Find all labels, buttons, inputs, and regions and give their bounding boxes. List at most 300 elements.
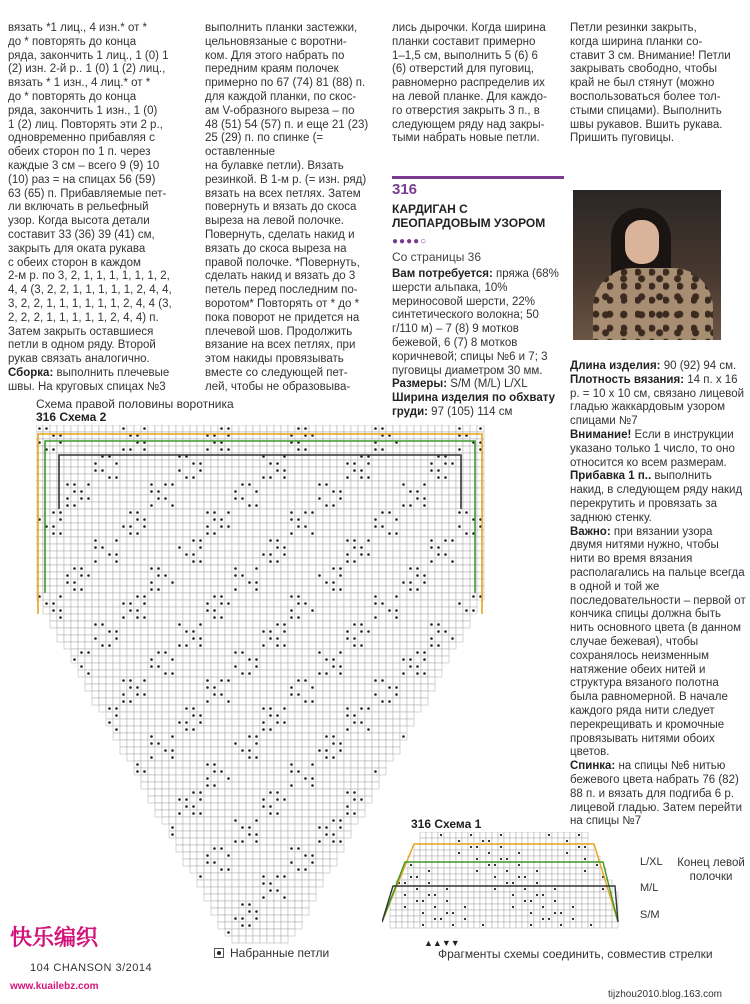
scheme1-cell [450,856,456,862]
scheme1-cell [480,880,486,886]
chart-cell [246,845,253,852]
chart-dot [360,469,363,472]
chart-cell [253,845,260,852]
chart-cell [127,481,134,488]
chart-cell [428,614,435,621]
chart-cell [477,558,484,565]
chart-cell [113,481,120,488]
chart-cell [316,516,323,523]
scheme1-cell [516,868,522,874]
chart-cell [190,572,197,579]
chart-cell [253,530,260,537]
chart-cell [337,768,344,775]
chart-cell [365,649,372,656]
chart-cell [358,775,365,782]
scheme1-dot [446,912,448,914]
scheme1-cell [414,850,420,856]
chart-cell [456,530,463,537]
chart-dot [374,427,377,430]
chart-cell [239,831,246,838]
chart-cell [36,509,43,516]
chart-cell [197,579,204,586]
chart-cell [169,761,176,768]
chart-cell [330,621,337,628]
chart-cell [400,628,407,635]
chart-cell [190,495,197,502]
chart-cell [267,719,274,726]
chart-dot [255,581,258,584]
chart-cell [106,649,113,656]
scheme1-dot [428,882,430,884]
chart-cell [71,530,78,537]
chart-cell [372,712,379,719]
chart-cell [148,691,155,698]
chart-cell [64,593,71,600]
scheme1-cell [438,910,444,916]
chart-cell [176,502,183,509]
scheme1-dot [500,846,502,848]
scheme1-dot [506,858,508,860]
chart-cell [386,516,393,523]
chart-cell [281,481,288,488]
chart-cell [274,663,281,670]
chart-cell [351,502,358,509]
chart-cell [92,432,99,439]
chart-dot [269,553,272,556]
chart-cell [316,460,323,467]
chart-cell [260,831,267,838]
chart-cell [456,537,463,544]
chart-cell [260,495,267,502]
chart-dot [346,707,349,710]
chart-cell [246,817,253,824]
chart-dot [213,616,216,619]
scheme1-cell [594,892,600,898]
chart-cell [246,628,253,635]
chart-cell [183,775,190,782]
chart-cell [351,817,358,824]
chart-cell [246,880,253,887]
chart-dot [269,630,272,633]
chart-cell [386,635,393,642]
chart-cell [288,887,295,894]
chart-cell [190,831,197,838]
chart-cell [162,446,169,453]
chart-cell [218,887,225,894]
chart-cell [50,544,57,551]
chart-cell [197,551,204,558]
scheme1-cell [528,856,534,862]
chart-cell [302,670,309,677]
chart-cell [218,481,225,488]
chart-cell [281,775,288,782]
chart-dot [332,840,335,843]
chart-cell [281,691,288,698]
chart-cell [442,467,449,474]
chart-cell [162,817,169,824]
chart-cell [120,551,127,558]
chart-cell [43,495,50,502]
chart-cell [386,523,393,530]
chart-cell [358,481,365,488]
chart-cell [274,502,281,509]
chart-cell [267,817,274,824]
chart-dot [122,525,125,528]
chart-cell [176,789,183,796]
chart-cell [435,509,442,516]
chart-cell [190,425,197,432]
chart-dot [178,469,181,472]
chart-cell [246,789,253,796]
chart-cell [148,530,155,537]
chart-dot [199,798,202,801]
scheme1-dot [404,894,406,896]
chart-dot [353,546,356,549]
chart-cell [232,446,239,453]
chart-cell [309,866,316,873]
scheme1-cell [546,886,552,892]
scheme1-cell [558,862,564,868]
chart-dot [255,910,258,913]
chart-cell [225,887,232,894]
scheme1-cell [396,898,402,904]
chart-dot [185,721,188,724]
chart-cell [239,908,246,915]
chart-cell [204,537,211,544]
chart-cell [246,873,253,880]
chart-dot [276,462,279,465]
increase-text: выполнить накид, в следующем ряду накид перекрутить и провязать за заднюю стенку. [570,470,743,524]
chart-cell [99,607,106,614]
chart-cell [316,446,323,453]
chart-dot [150,756,153,759]
chart-dot [248,924,251,927]
chart-dot [171,735,174,738]
chart-cell [127,614,134,621]
scheme1-cell [564,898,570,904]
chart-cell [407,705,414,712]
scheme1-cell [570,892,576,898]
chart-cell [78,432,85,439]
chart-cell [99,656,106,663]
chart-cell [50,579,57,586]
chart-cell [281,733,288,740]
chart-cell [92,684,99,691]
chart-cell [344,684,351,691]
chart-cell [134,488,141,495]
chart-cell [43,551,50,558]
chart-cell [64,488,71,495]
chart-cell [449,642,456,649]
chart-cell [141,761,148,768]
chart-cell [295,831,302,838]
chart-cell [386,439,393,446]
chart-cell [295,894,302,901]
chart-cell [57,635,64,642]
back-paragraph [570,760,746,829]
col3-line: следующем ряду над закры- [392,118,545,131]
scheme1-cell [450,898,456,904]
scheme1-cell [516,898,522,904]
chart-cell [407,677,414,684]
chart-cell [330,712,337,719]
chart-dot [192,476,195,479]
chart-cell [57,481,64,488]
chart-dot [94,560,97,563]
scheme1-cell [408,898,414,904]
chart-dot [73,483,76,486]
chart-cell [379,761,386,768]
scheme1-cell [540,880,546,886]
chart-dot [388,532,391,535]
scheme1-cell [486,832,492,838]
chart-cell [449,481,456,488]
chart-cell [113,593,120,600]
chart-dot [59,532,62,535]
chart-cell [421,425,428,432]
chart-cell [246,852,253,859]
chart-dot [423,581,426,584]
chart-dot [227,777,230,780]
chart-cell [155,635,162,642]
chart-cell [50,460,57,467]
chart-cell [183,446,190,453]
chart-cell [365,572,372,579]
scheme1-cell [546,856,552,862]
scheme1-cell [432,832,438,838]
chart-cell [260,593,267,600]
chart-cell [414,446,421,453]
chart-cell [442,558,449,565]
chart-cell [57,502,64,509]
scheme1-cell [468,886,474,892]
chart-cell [274,474,281,481]
chart-dot [199,469,202,472]
chart-cell [36,586,43,593]
chart-cell [162,425,169,432]
chart-cell [316,656,323,663]
chart-dot [423,574,426,577]
scheme1-cell [528,886,534,892]
chart-cell [197,880,204,887]
chart-cell [407,698,414,705]
chart-cell [253,544,260,551]
scheme1-cell [390,910,396,916]
chart-cell [176,565,183,572]
chart-cell [274,607,281,614]
chart-cell [246,810,253,817]
scheme1-cell [420,916,426,922]
chart-cell [281,929,288,936]
chart-cell [267,831,274,838]
scheme1-cell [564,862,570,868]
scheme1-cell [528,850,534,856]
chart-cell [64,607,71,614]
chart-cell [92,607,99,614]
chart-cell [449,530,456,537]
size-label-ml: M/L [640,882,659,894]
chart-cell [57,544,64,551]
chart-cell [120,453,127,460]
chart-cell [428,439,435,446]
chart-cell [309,467,316,474]
scheme1-cell [456,880,462,886]
chart-cell [442,656,449,663]
scheme1-cell [402,898,408,904]
chart-cell [211,460,218,467]
chart-cell [225,621,232,628]
chart-cell [85,558,92,565]
chart-dot [157,497,160,500]
chart-cell [309,677,316,684]
chart-cell [43,502,50,509]
chart-cell [225,915,232,922]
chart-cell [176,530,183,537]
chart-cell [253,705,260,712]
scheme1-cell [600,910,606,916]
chart-cell [225,768,232,775]
chart-cell [169,439,176,446]
scheme1-cell [498,898,504,904]
scheme1-cell [546,868,552,874]
chart-cell [456,495,463,502]
chart-cell [400,565,407,572]
chart-cell [190,509,197,516]
scheme1-cell [534,838,540,844]
chart-dot [73,581,76,584]
chart-cell [386,425,393,432]
chart-cell [316,782,323,789]
chart-cell [71,635,78,642]
chart-cell [337,544,344,551]
chart-cell [309,628,316,635]
chart-dot [353,539,356,542]
chart-cell [120,565,127,572]
chart-cell [372,586,379,593]
chart-dot [206,763,209,766]
chart-cell [169,775,176,782]
chart-cell [260,621,267,628]
chart-cell [302,747,309,754]
chart-cell [85,460,92,467]
chart-dot [136,693,139,696]
chart-cell [120,635,127,642]
chart-cell [141,670,148,677]
scheme1-dot [440,834,442,836]
chart-cell [344,600,351,607]
chart-cell [379,719,386,726]
scheme1-cell [522,838,528,844]
chart-dot [339,567,342,570]
chart-cell [330,635,337,642]
sizes-paragraph [392,378,564,392]
scheme1-cell [504,904,510,910]
chart-cell [309,873,316,880]
chart-cell [323,488,330,495]
chart-cell [127,467,134,474]
scheme1-cell [474,874,480,880]
chart-cell [127,628,134,635]
chart-cell [288,544,295,551]
chart-cell [85,432,92,439]
chart-cell [176,705,183,712]
chart-cell [253,453,260,460]
chart-cell [253,467,260,474]
col2-line: ком. Для этого набрать по [205,49,345,62]
chart-cell [211,789,218,796]
chart-cell [190,824,197,831]
scheme1-cell [492,838,498,844]
chart-cell [435,593,442,600]
chart-cell [218,684,225,691]
scheme1-dot [602,888,604,890]
chart-dot [94,462,97,465]
chart-cell [78,530,85,537]
scheme1-cell [486,898,492,904]
chart-cell [148,537,155,544]
chart-cell [43,481,50,488]
chart-cell [323,677,330,684]
chart-cell [155,775,162,782]
chart-cell [379,481,386,488]
chart-cell [365,593,372,600]
chart-cell [260,768,267,775]
scheme1-cell [570,922,576,928]
col2-line: плечевой шов. Продолжить [205,325,353,338]
chart-cell [330,761,337,768]
chart-dot [87,651,90,654]
chart-cell [162,628,169,635]
chart-cell [372,782,379,789]
chart-cell [463,558,470,565]
chart-cell [309,670,316,677]
scheme1-cell [420,892,426,898]
chart-cell [64,453,71,460]
scheme1-cell [558,874,564,880]
chart-cell [379,754,386,761]
chart-dot [234,665,237,668]
chart-cell [162,754,169,761]
chart-cell [204,649,211,656]
chart-cell [190,600,197,607]
chart-cell [330,852,337,859]
scheme1-cell [558,898,564,904]
scheme1-cell [444,844,450,850]
chart-cell [211,719,218,726]
chart-cell [309,887,316,894]
chart-cell [155,656,162,663]
chart-cell [435,558,442,565]
chart-dot [367,728,370,731]
chart-cell [134,705,141,712]
chart-cell [386,614,393,621]
diagram2-title: Схема правой половины воротника [36,397,234,411]
scheme1-cell [510,844,516,850]
chart-cell [330,481,337,488]
scheme1-cell [558,868,564,874]
chart-cell [106,607,113,614]
scheme1-cell [558,904,564,910]
scheme1-cell [480,904,486,910]
chart-dot [451,560,454,563]
scheme1-cell [570,844,576,850]
chart-cell [323,691,330,698]
scheme1-cell [534,886,540,892]
chart-dot [311,532,314,535]
chart-cell [120,593,127,600]
chart-cell [400,453,407,460]
chart-cell [393,467,400,474]
